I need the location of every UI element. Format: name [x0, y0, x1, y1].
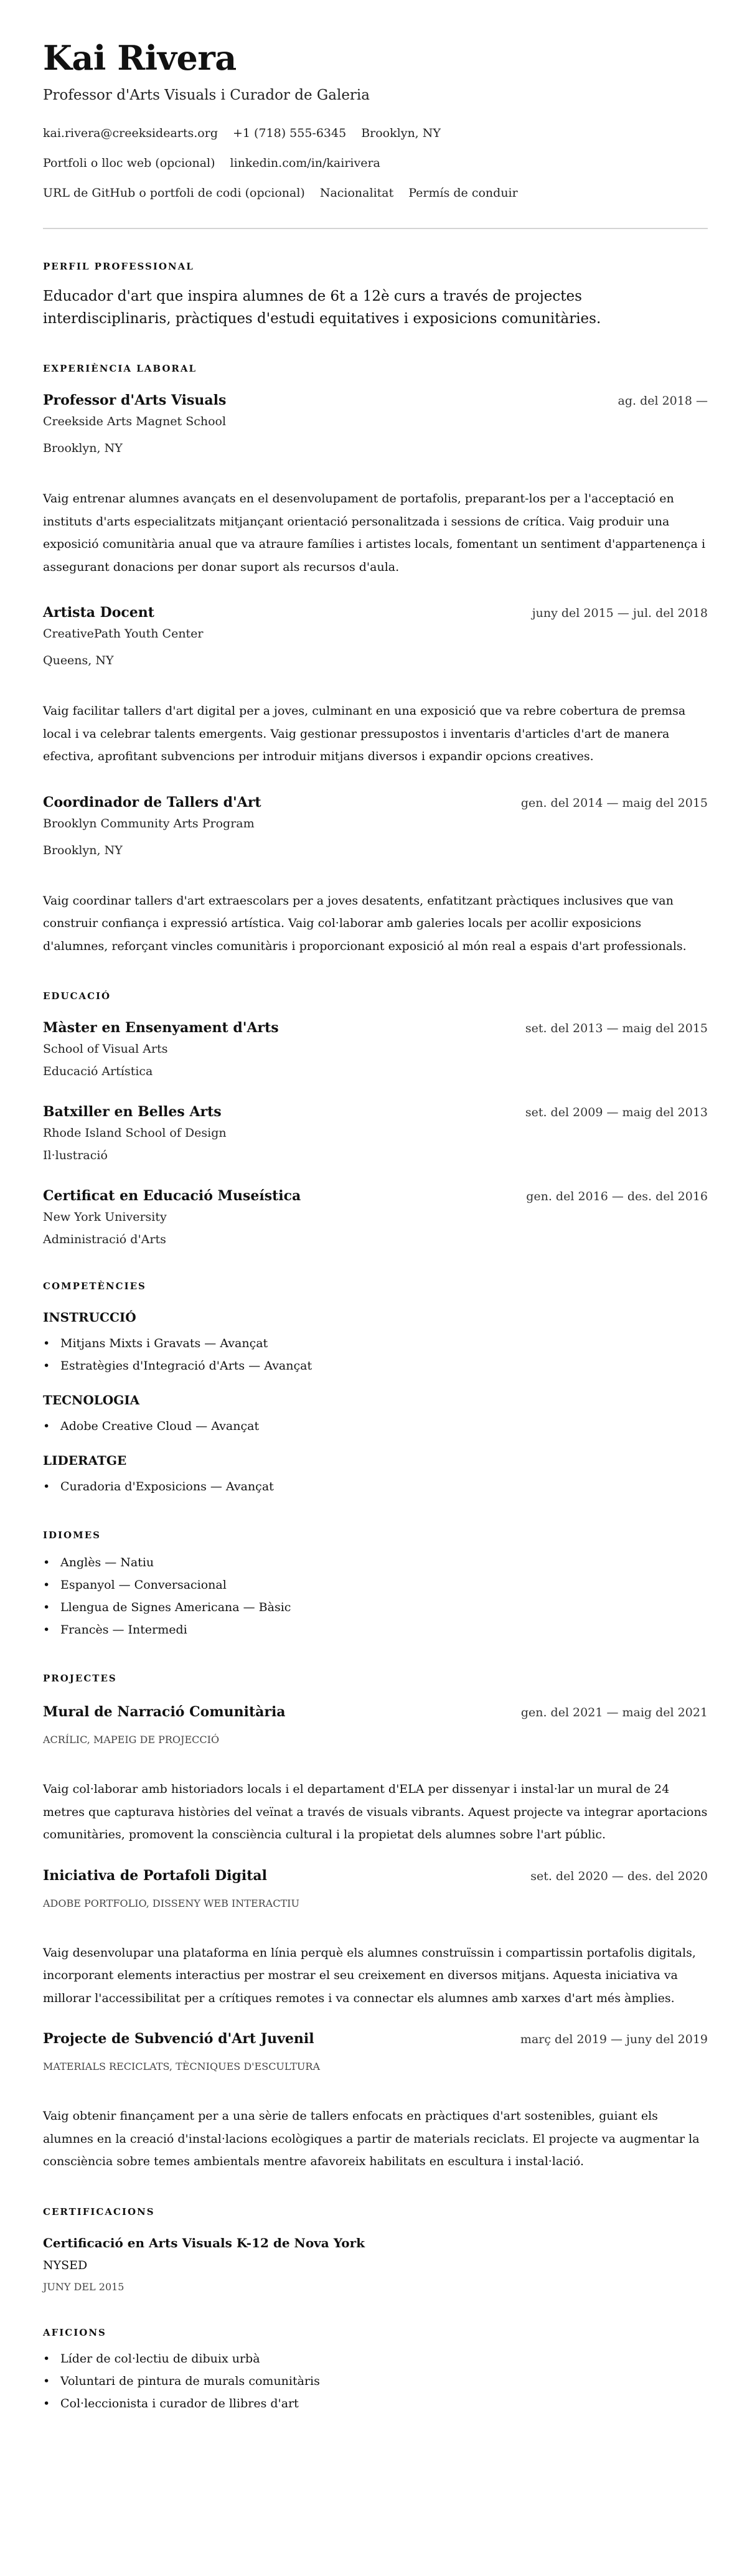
job-title: Professor d'Arts Visuals [43, 392, 227, 408]
section-title-education: EDUCACIÓ [43, 990, 111, 1002]
project-tech: ADOBE PORTFOLIO, DISSENY WEB INTERACTIU [43, 1897, 299, 1909]
skill-group-title: TECNOLOGIA [43, 1393, 140, 1408]
bullet-icon: • [43, 2374, 50, 2388]
location-text: Brooklyn, NY [361, 126, 441, 140]
project-description: Vaig obtenir finançament per a una sèrie de tallers enfocats en pràctiques d'art sostenibles, guiant els alumnes en la creació d'instal·lacions ecològiques a partir de materials reciclats. El projecte va augmentar la consciència sobre temes ambientals mentre afavoreix habilitats en escultura i instal·lació. [43, 2109, 700, 2168]
project-dates: gen. del 2021 — maig del 2021 [520, 1706, 708, 1719]
experience-item [43, 604, 708, 768]
education-dates: set. del 2009 — maig del 2013 [525, 1106, 708, 1119]
job-description: Vaig coordinar tallers d'art extraescolars per a joves desatents, enfatitzant pràctiques inclusives que van construir confiança i expressió artística. Vaig col·laborar amb galeries locals per acollir exposicions d'alumnes, reforçant vincles comunitàris i proporcionant exposició al món real a espais d'art professionals. [43, 893, 687, 953]
summary-section [43, 260, 708, 330]
field-of-study: Il·lustració [43, 1149, 108, 1162]
skill-label: Mitjans Mixts i Gravats — Avançat [60, 1337, 268, 1350]
job-location: Brooklyn, NY [43, 441, 123, 455]
github-link[interactable]: URL de GitHub o portfoli de codi (opcional) [43, 186, 305, 200]
header-divider [43, 228, 708, 229]
degree-title: Certificat en Educació Museística [43, 1188, 301, 1204]
skills-section [43, 1280, 708, 1498]
hobbies-section [43, 2326, 708, 2415]
section-title-experience: EXPERIÈNCIA LABORAL [43, 363, 197, 374]
language-item [43, 1619, 708, 1641]
experience-section [43, 362, 708, 957]
skill-label: Curadoria d'Exposicions — Avançat [60, 1480, 274, 1493]
skill-label: Estratègies d'Integració d'Arts — Avançat [60, 1359, 312, 1373]
project-title: Iniciativa de Portafoli Digital [43, 1867, 268, 1884]
bullet-icon: • [43, 2351, 50, 2366]
languages-section [43, 1529, 708, 1641]
project-item [43, 2030, 708, 2173]
bullet-icon: • [43, 1623, 50, 1637]
education-dates: gen. del 2016 — des. del 2016 [526, 1190, 708, 1203]
degree-title: Batxiller en Belles Arts [43, 1104, 222, 1120]
contact-row [43, 148, 708, 178]
language-list [43, 1551, 708, 1641]
education-section [43, 990, 708, 1248]
skill-item [43, 1415, 708, 1437]
job-location: Queens, NY [43, 654, 114, 667]
field-of-study: Administració d'Arts [43, 1233, 166, 1246]
projects-section [43, 1672, 708, 2173]
bullet-icon: • [43, 1419, 50, 1433]
job-description: Vaig entrenar alumnes avançats en el desenvolupament de portafolis, preparant-los per a l'acceptació en instituts d'arts especialitzats mitjançant orientació personalitzada i sessions de crítica. Vaig produir una exposició comunitària anual que va atraure famílies i artistes locals, fomentant un sentiment d'appartenença i assegurant donacions per donar suport als recursos d'aula. [43, 492, 706, 574]
bullet-icon: • [43, 1337, 50, 1350]
language-item [43, 1596, 708, 1619]
skill-item [43, 1475, 708, 1498]
portfolio-link[interactable]: Portfoli o lloc web (opcional) [43, 156, 215, 170]
nationality-text: Nacionalitat [319, 186, 394, 200]
contact-row [43, 178, 708, 208]
bullet-icon: • [43, 1359, 50, 1373]
project-dates: març del 2019 — juny del 2019 [520, 2033, 708, 2046]
job-company: Brooklyn Community Arts Program [43, 816, 255, 830]
job-company: Creekside Arts Magnet School [43, 415, 227, 428]
hobby-list [43, 2348, 708, 2415]
project-item [43, 1703, 708, 1846]
bullet-icon: • [43, 1601, 50, 1614]
contact-row [43, 118, 708, 148]
hobby-item [43, 2392, 708, 2415]
email-link[interactable]: kai.rivera@creeksidearts.org [43, 126, 218, 140]
school-name: New York University [43, 1210, 167, 1224]
skill-label: Adobe Creative Cloud — Avançat [60, 1419, 260, 1433]
bullet-icon: • [43, 1556, 50, 1569]
bullet-icon: • [43, 1480, 50, 1493]
language-label: Francès — Intermedi [60, 1623, 187, 1637]
job-description: Vaig facilitar tallers d'art digital per a joves, culminant en una exposició que va rebre cobertura de premsa local i va celebrar talents emergents. Vaig gestionar pressupostos i inventaris d'articles d'art de manera efectiva, aprofitant subvencions per introduir mitjans diversos i expandir opcions creatives. [43, 704, 686, 763]
skill-item [43, 1332, 708, 1355]
section-title-hobbies: AFICIONS [43, 2326, 106, 2338]
job-location: Brooklyn, NY [43, 843, 123, 857]
skill-list [43, 1475, 708, 1498]
skill-group-title: LIDERATGE [43, 1453, 127, 1468]
candidate-name: Kai Rivera [43, 38, 237, 78]
job-company: CreativePath Youth Center [43, 627, 204, 641]
skill-item [43, 1355, 708, 1377]
hobby-item [43, 2370, 708, 2392]
bullet-icon: • [43, 2396, 50, 2410]
language-label: Llengua de Signes Americana — Bàsic [60, 1601, 291, 1614]
bullet-icon: • [43, 1578, 50, 1592]
education-item [43, 1019, 708, 1079]
project-description: Vaig col·laborar amb historiadors locals i el departament d'ELA per dissenyar i instal·lar un mural de 24 metres que capturava històries del veïnat a través de visuals vibrants. Aquest projecte va integrar aportacions comunitàries, promovent la consciència cultural i la propietat dels alumnes sobre l'art públic. [43, 1782, 708, 1841]
skill-group-title: INSTRUCCIÓ [43, 1310, 136, 1325]
job-dates: gen. del 2014 — maig del 2015 [520, 796, 708, 810]
contact-info [43, 118, 708, 208]
school-name: School of Visual Arts [43, 1042, 168, 1056]
project-description: Vaig desenvolupar una plataforma en línia perquè els alumnes construïssin i compartissin portafolis digitals, incorporant elements interactius per mostrar el seu creixement en diversos mitjans. Aquesta iniciativa va millorar l'accessibilitat per a crítiques remotes i va connectar els alumnes amb xarxes d'art més àmplies. [43, 1945, 696, 2005]
project-item [43, 1867, 708, 2010]
project-dates: set. del 2020 — des. del 2020 [530, 1869, 708, 1883]
resume-header [43, 38, 708, 208]
job-dates: ag. del 2018 — [618, 394, 708, 408]
job-title: Artista Docent [43, 604, 154, 621]
job-title: Coordinador de Tallers d'Art [43, 794, 261, 811]
hobby-label: Líder de col·lectiu de dibuix urbà [60, 2351, 260, 2366]
skill-list [43, 1332, 708, 1377]
summary-text: Educador d'art que inspira alumnes de 6t a 12è curs a través de projectes interdisciplinaris, pràctiques d'estudi equitatives i exposicions comunitàries. [43, 288, 601, 327]
phone-text: +1 (718) 555-6345 [232, 126, 347, 140]
linkedin-link[interactable]: linkedin.com/in/kairivera [230, 156, 380, 170]
hobby-label: Col·leccionista i curador de llibres d'art [60, 2396, 299, 2410]
candidate-headline: Professor d'Arts Visuals i Curador de Galeria [43, 87, 370, 103]
skill-list [43, 1415, 708, 1437]
language-label: Espanyol — Conversacional [60, 1578, 227, 1592]
experience-item [43, 794, 708, 958]
education-dates: set. del 2013 — maig del 2015 [525, 1022, 708, 1035]
project-tech: ACRÍLIC, MAPEIG DE PROJECCIÓ [43, 1734, 220, 1746]
education-item [43, 1187, 708, 1248]
education-item [43, 1103, 708, 1163]
language-item [43, 1574, 708, 1596]
section-title-summary: PERFIL PROFESSIONAL [43, 261, 194, 272]
language-label: Anglès — Natiu [60, 1556, 154, 1569]
project-tech: MATERIALS RECICLATS, TÈCNIQUES D'ESCULTURA [43, 2061, 320, 2072]
certifications-section [43, 2206, 708, 2294]
project-title: Projecte de Subvenció d'Art Juvenil [43, 2031, 314, 2047]
school-name: Rhode Island School of Design [43, 1126, 227, 1140]
section-title-certifications: CERTIFICACIONS [43, 2206, 155, 2217]
section-title-languages: IDIOMES [43, 1530, 101, 1541]
job-dates: juny del 2015 — jul. del 2018 [532, 606, 708, 620]
section-title-projects: PROJECTES [43, 1673, 117, 1684]
hobby-label: Voluntari de pintura de murals comunitàris [60, 2374, 320, 2388]
degree-title: Màster en Ensenyament d'Arts [43, 1020, 279, 1036]
certification-name: Certificació en Arts Visuals K-12 de Nova York [43, 2235, 365, 2250]
driving-license-text: Permís de conduir [408, 186, 518, 200]
certification-issuer: NYSED [43, 2258, 88, 2272]
field-of-study: Educació Artística [43, 1065, 153, 1078]
hobby-item [43, 2348, 708, 2370]
certification-date: JUNY DEL 2015 [43, 2280, 125, 2293]
project-title: Mural de Narració Comunitària [43, 1704, 286, 1720]
section-title-skills: COMPETÈNCIES [43, 1281, 146, 1292]
language-item [43, 1551, 708, 1574]
experience-item [43, 392, 708, 578]
